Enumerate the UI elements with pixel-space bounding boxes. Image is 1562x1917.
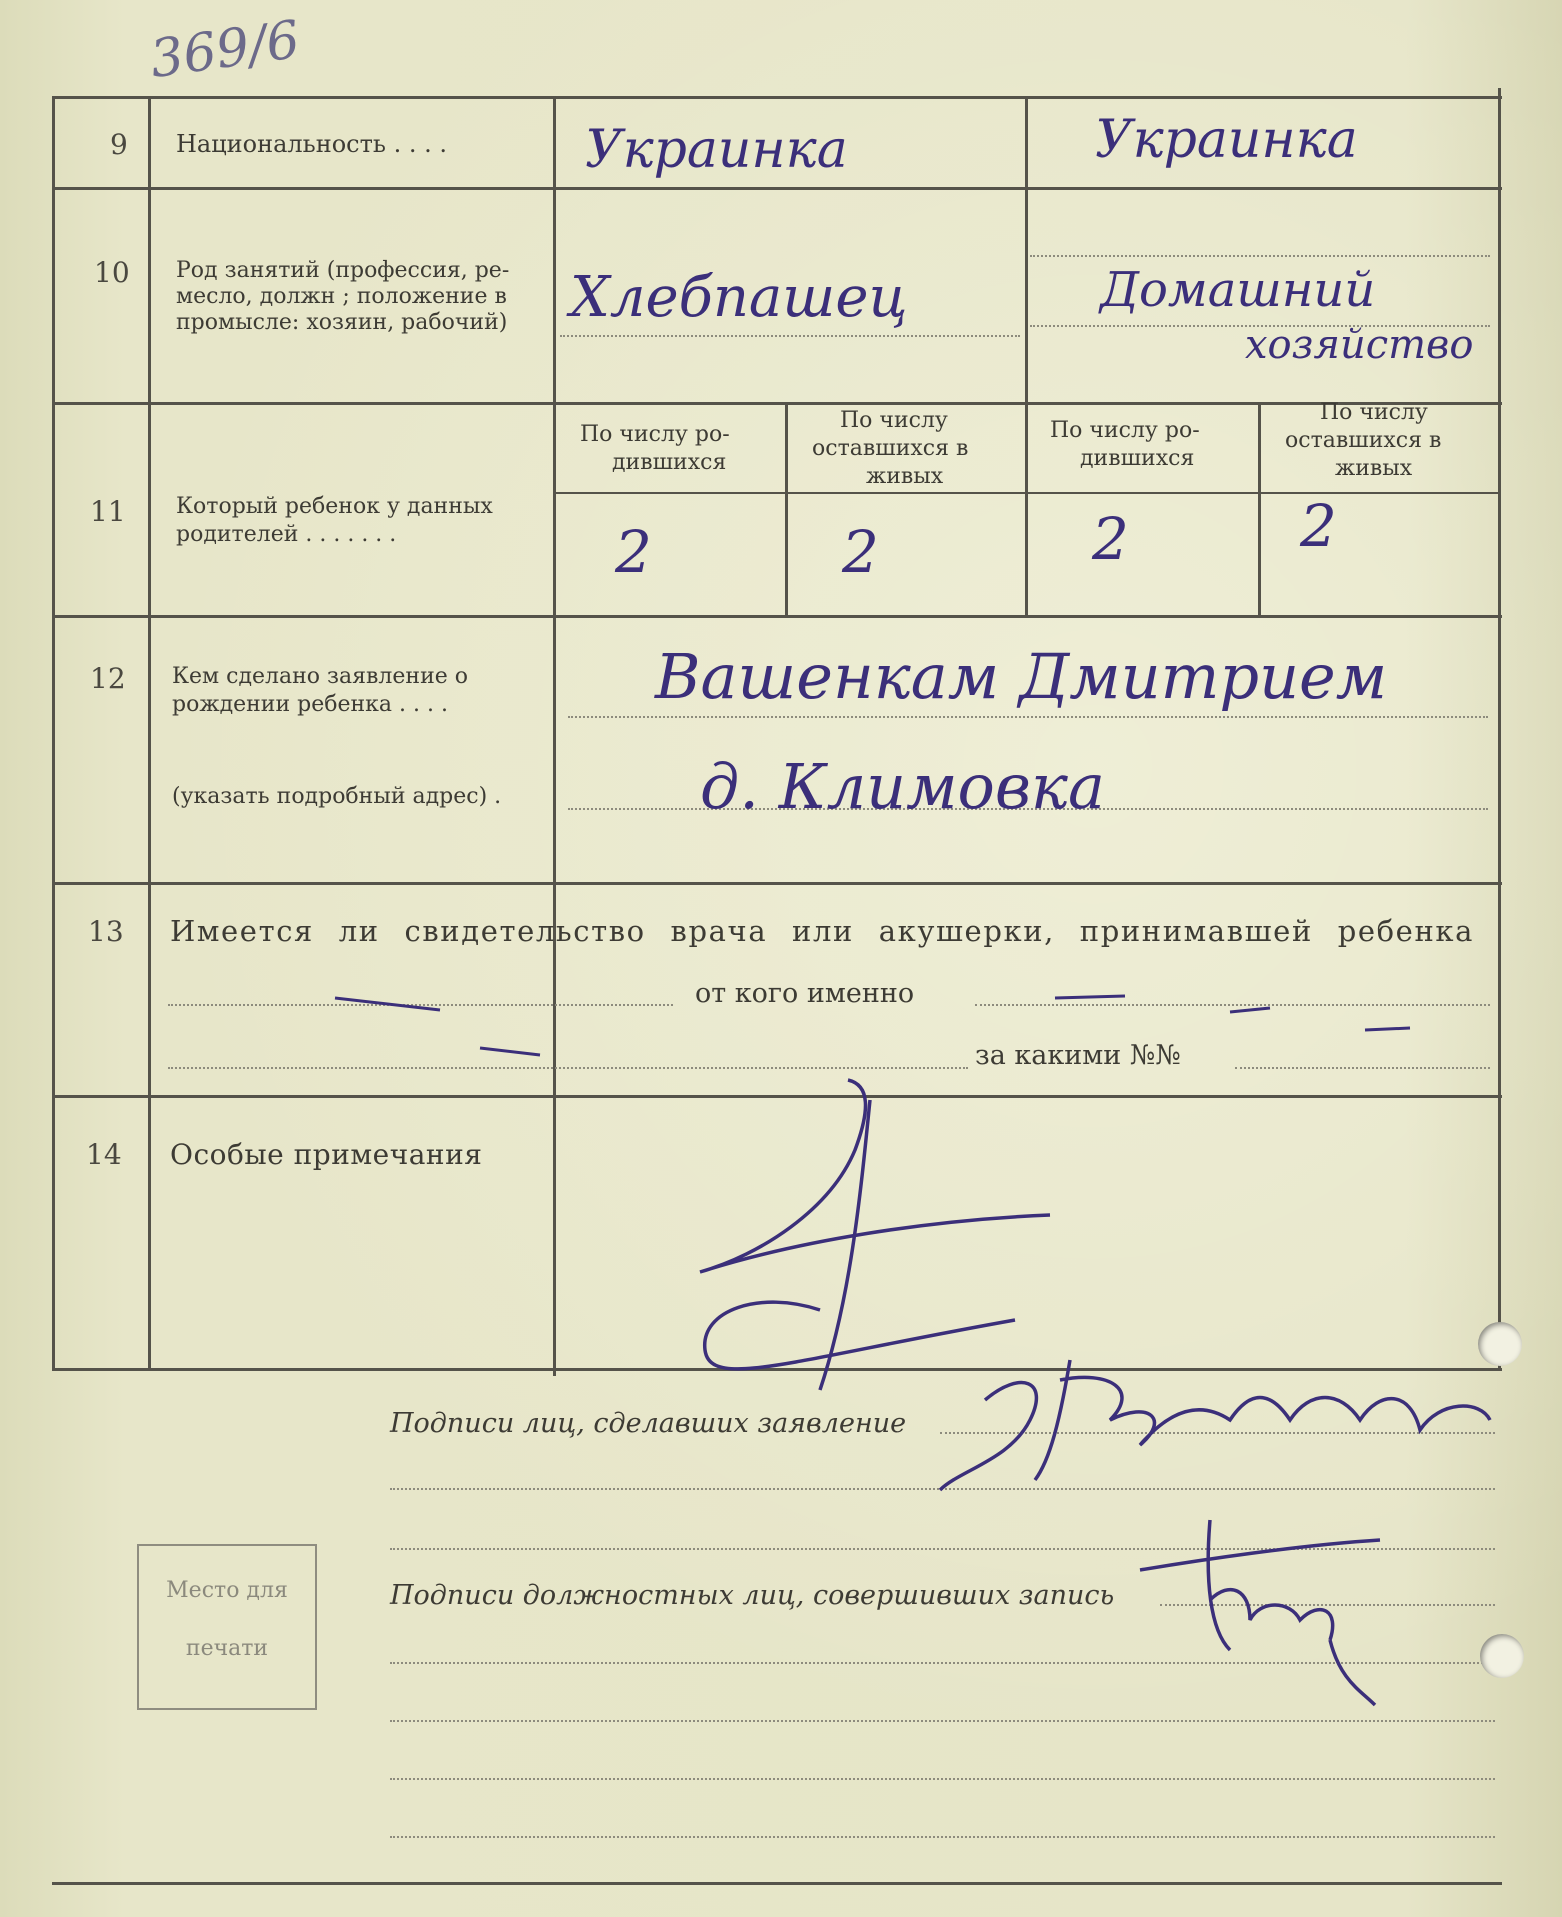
row-number-10: 10 xyxy=(94,256,130,289)
label-nationality: Национальность . . . . xyxy=(176,130,447,158)
table-left-border xyxy=(52,96,55,1371)
row-sep-12 xyxy=(52,882,1502,885)
label-column-divider xyxy=(148,96,151,1371)
sub-header-alive-4: По числу xyxy=(1320,400,1428,425)
sub-header-alive-3: живых xyxy=(866,464,944,489)
sub-header-born-3: По числу ро- xyxy=(1050,418,1200,443)
label-from-whom: от кого именно xyxy=(695,978,915,1009)
certificate-line-4 xyxy=(1235,1067,1490,1069)
label-which-numbers: за какими №№ xyxy=(975,1040,1181,1071)
declarant-line xyxy=(568,716,1488,718)
row-number-11: 11 xyxy=(90,495,126,528)
stamp-place-label-2: печати xyxy=(185,1636,269,1661)
sub-header-alive-2: оставшихся в xyxy=(812,436,969,461)
special-notes-mark xyxy=(700,1080,1050,1390)
occupation-father: Хлебпашец xyxy=(570,265,908,330)
dash-mark-5 xyxy=(1365,1028,1410,1030)
applicant-signature-line-1 xyxy=(940,1432,1495,1434)
applicant-signature-line-3 xyxy=(390,1548,1495,1550)
row-number-14: 14 xyxy=(86,1138,122,1171)
row-sep-9 xyxy=(52,187,1502,190)
label-declarant-1: Кем сделано заявление о xyxy=(172,664,468,689)
value-column-divider xyxy=(553,96,556,1376)
declarant-address: д. Климовка xyxy=(700,750,1105,823)
child-born-father: 2 xyxy=(615,518,652,586)
dash-mark-4 xyxy=(1230,1008,1270,1012)
declarant-name: Вашенкам Дмитрием xyxy=(655,640,1388,713)
stamp-place-box xyxy=(137,1544,317,1710)
label-occupation-1: Род занятий (профессия, ре- xyxy=(176,258,510,283)
stamp-place-label-1: Место для xyxy=(166,1578,288,1603)
label-occupation-2: месло, должн ; положение в xyxy=(176,284,507,309)
occupation-mother-1: Домашний xyxy=(1100,262,1376,318)
sub-column-divider-1 xyxy=(785,402,788,616)
sub-header-born-2: дившихся xyxy=(612,450,727,475)
doctor-certificate-question: Имеется ли свидетельство врача или акушерки, принимавшей ребенка xyxy=(170,914,1474,948)
punch-hole-1 xyxy=(1478,1322,1522,1366)
child-born-mother: 2 xyxy=(1092,505,1129,573)
row-number-13: 13 xyxy=(88,915,124,948)
row-number-12: 12 xyxy=(90,662,126,695)
label-address: (указать подробный адрес) . xyxy=(172,784,502,809)
applicant-signature-line-2 xyxy=(390,1488,1495,1490)
nationality-father: Украинка xyxy=(585,120,848,180)
table-right-border xyxy=(1498,88,1501,1370)
mid-column-divider xyxy=(1025,96,1028,616)
official-signature-line-2 xyxy=(390,1662,1495,1664)
page-bottom-line xyxy=(52,1882,1502,1885)
label-occupation-3: промысле: хозяин, рабочий) xyxy=(176,310,508,335)
occupation-line-1 xyxy=(560,335,1020,337)
dash-mark-2 xyxy=(480,1048,540,1055)
sub-header-alive-6: живых xyxy=(1335,456,1413,481)
official-signature-line-3 xyxy=(390,1720,1495,1722)
label-applicant-signatures: Подписи лиц, сделавших заявление xyxy=(390,1408,907,1439)
dash-mark-3 xyxy=(1055,996,1125,998)
row-sep-10 xyxy=(52,402,1502,405)
official-signature-line-4 xyxy=(390,1778,1495,1780)
archive-number: 369/6 xyxy=(146,9,304,91)
table-top-border xyxy=(52,96,1502,99)
label-declarant-2: рождении ребенка . . . . xyxy=(172,692,448,717)
label-official-signatures: Подписи должностных лиц, совершивших запись xyxy=(390,1580,1115,1611)
row-number-9: 9 xyxy=(110,128,128,161)
sub-header-sep xyxy=(556,492,1500,494)
child-alive-father: 2 xyxy=(842,518,879,586)
applicant-signature xyxy=(940,1360,1490,1490)
label-child-order-2: родителей . . . . . . . xyxy=(176,522,397,547)
row-sep-13 xyxy=(52,1095,1502,1098)
sub-header-alive-5: оставшихся в xyxy=(1285,428,1442,453)
certificate-line-1 xyxy=(168,1004,673,1006)
sub-header-born-4: дившихся xyxy=(1080,446,1195,471)
child-alive-mother: 2 xyxy=(1300,492,1337,560)
sub-column-divider-2 xyxy=(1258,402,1261,616)
occupation-line-2 xyxy=(1030,255,1490,257)
row-sep-14 xyxy=(52,1368,1502,1371)
official-signature-line-1 xyxy=(1160,1604,1495,1606)
label-special-notes: Особые примечания xyxy=(170,1138,483,1171)
punch-hole-2 xyxy=(1480,1634,1524,1678)
sub-header-alive-1: По числу xyxy=(840,408,948,433)
official-signature-line-5 xyxy=(390,1836,1495,1838)
occupation-mother-2: хозяйство xyxy=(1245,322,1474,368)
label-child-order-1: Который ребенок у данных xyxy=(176,494,493,519)
certificate-line-3 xyxy=(168,1067,968,1069)
row-sep-11 xyxy=(52,615,1502,618)
sub-header-born-1: По числу ро- xyxy=(580,422,730,447)
nationality-mother: Украинка xyxy=(1095,110,1358,170)
certificate-line-2 xyxy=(975,1004,1490,1006)
